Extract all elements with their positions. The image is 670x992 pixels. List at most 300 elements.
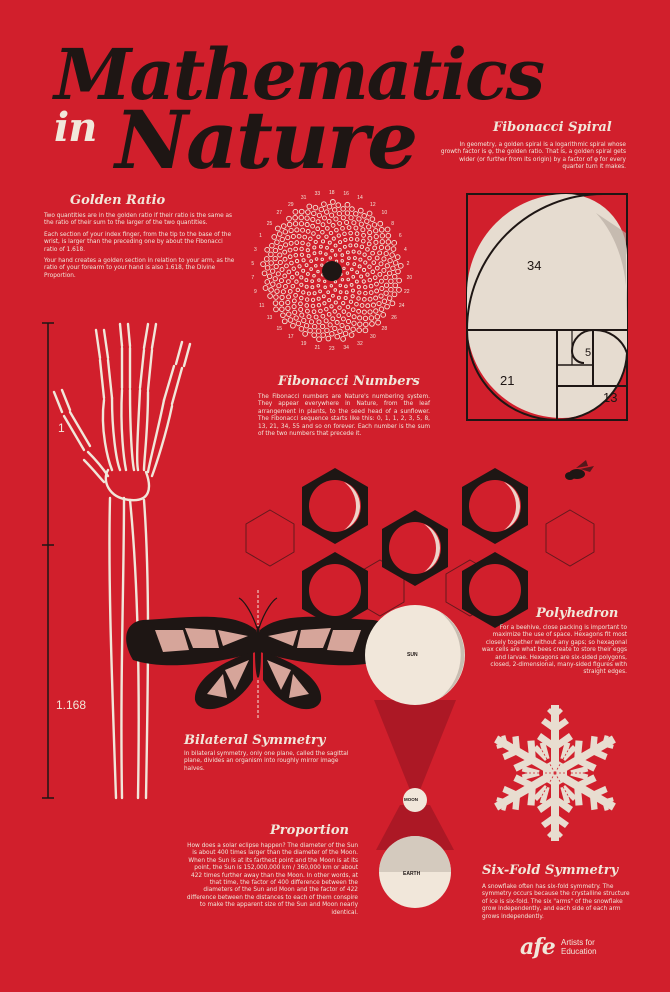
sunflower-seed [337,296,340,299]
sunflower-seed [366,273,369,276]
sunflower-seed [384,283,388,287]
sunflower-seed [332,237,335,240]
sunflower-seed [346,319,350,323]
sunflower-seed [384,291,388,295]
sunflower-seed [294,253,298,257]
sunflower-seed [331,249,334,252]
sunflower-seed [313,252,316,255]
sunflower-seed [306,273,309,276]
sunflower-seed [341,207,346,212]
sunflower-seed [355,232,359,236]
sunflower-seed [321,202,326,207]
sunflower-seed [392,292,397,297]
sunflower-seed [368,236,372,240]
sunflower-seed [330,199,335,204]
fibonacci-numbers-heading: Fibonacci Numbers [278,374,420,389]
golden-ratio-p3: Your hand creates a golden section in relation to your arm, as the ratio of your forearm to your hand is also 1.618, the Divine Proportion. [44,258,235,279]
sunflower-seed [345,285,348,288]
sunflower-seed [372,261,376,265]
sunflower-seed [380,234,385,239]
sunflower-seed [299,222,303,226]
sunflower-seed [343,331,348,336]
sunflower-seed [302,269,305,272]
sunflower-seed [390,253,395,258]
sunflower-seed [325,328,329,332]
sunflower-seed [295,272,298,275]
sunflower-seed [319,309,323,313]
sunflower-seed [384,251,388,255]
sunflower-seed [364,291,368,295]
sunflower-seed [288,289,292,293]
sunflower-seed [369,284,373,288]
sunflower-seed [314,315,318,319]
sunflower-seed [287,312,291,316]
sunflower-seed [335,334,340,339]
sunflower-seed [342,310,346,314]
sunflower-seed [325,307,328,310]
sunflower-seed [305,309,309,313]
sunflower-seed [366,304,370,308]
sunflower-seed [354,226,358,230]
sunflower-seed [322,295,325,298]
sunflower-seed [367,242,371,246]
sunflower-seed [341,216,345,220]
sunflower-seed [269,252,274,257]
sunflower-seed [280,307,285,312]
sunflower-seed [273,256,277,260]
sunflower-seed [331,223,335,227]
seed-number-label: 22 [404,289,410,296]
sunflower-seed [362,268,365,271]
sunflower-seed [287,222,292,227]
sunflower-seed [328,299,331,302]
sunflower-seed [325,253,328,256]
sunflower-seed [296,321,301,326]
sunflower-seed [339,284,342,287]
sunflower-seed [292,305,296,309]
sunflower-seed [283,274,287,278]
sunflower-seed [300,313,304,317]
sunflower-seed [276,272,280,276]
seed-number-label: 19 [300,340,307,347]
sunflower-seed [267,274,272,279]
sunflower-seed [333,326,337,330]
sunflower-seed [273,248,277,252]
spiral-label-21: 21 [500,373,515,388]
sunflower-seed [374,229,378,233]
sunflower-seed [350,283,353,286]
sunflower-seed [352,250,355,253]
bilateral-symmetry-text: In bilateral symmetry, only one plane, called the sagittal plane, divides an organism into roughly mirror image halves. [184,751,349,772]
seed-number-label: 25 [266,220,273,227]
sunflower-seed [280,268,284,272]
sunflower-seed [329,213,333,217]
sunflower-seed [334,217,338,221]
sunflower-seed [368,230,372,234]
sunflower-seed [264,257,269,262]
sunflower-seed [393,261,398,266]
sunflower-seed [362,310,366,314]
sunflower-seed [275,289,279,293]
sunflower-seed [318,279,321,282]
sunflower-seed [352,221,356,225]
sunflower-seed [326,246,329,249]
sunflower-seed [305,304,309,308]
seed-number-label: 31 [300,195,307,202]
sunflower-seed [312,211,316,215]
sunflower-seed [317,284,320,287]
sunflower-seed [307,243,310,246]
seed-number-label: 2 [406,260,410,267]
sunflower-seed [300,253,303,256]
seed-number-label: 11 [259,302,265,309]
sunflower-seed [333,310,337,314]
sunflower-seed [330,332,335,337]
sunflower-seed [291,234,295,238]
sunflower-core [322,261,342,281]
sunflower-seed [295,259,298,262]
sunflower-seed [345,211,349,215]
sunflower-seed [316,329,321,334]
seed-number-label: 32 [357,340,363,347]
sunflower-seed [351,295,354,298]
sunflower-seed [382,299,386,303]
sunflower-seed [290,275,294,279]
sunflower-seed [302,318,306,322]
sunflower-seed [286,300,290,304]
sunflower-seed [375,282,379,286]
sunflower-seed [355,238,359,242]
sunflower-seed [362,214,367,219]
sunflower-seed [317,304,320,307]
sunflower-seed [359,222,363,226]
sunflower-seed [324,210,328,214]
sunflower-seed [295,280,298,283]
sunflower-seed [370,322,375,327]
sunflower-seed [355,280,358,283]
sunflower-seed [324,319,328,323]
sunflower-seed [312,324,316,328]
sunflower-seed [324,280,326,282]
seed-number-label: 29 [287,201,294,208]
sunflower-seed [292,267,295,270]
sunflower-seed [346,262,349,265]
seed-number-label: 17 [287,334,294,341]
sunflower-seed [283,284,287,288]
sunflower-seed [363,253,366,256]
sunflower-seed [278,253,282,257]
sunflower-seed [395,255,400,260]
sunflower-seed [319,245,322,248]
sunflower-seed [339,291,342,294]
sunflower-seed [366,248,370,252]
sunflower-seed [287,280,291,284]
sunflower-seed [319,251,322,254]
sunflower-seed [343,232,347,236]
title-line2-small: in [54,104,97,151]
sunflower-seed [320,324,324,328]
sunflower-seed [281,290,285,294]
sunflower-seed [300,247,303,250]
sunflower-seed [300,276,303,279]
sunflower-seed [354,212,359,217]
sunflower-seed [287,295,291,299]
sunflower-seed [346,305,350,309]
sunflower-seed [321,264,323,266]
sunflower-seed [380,286,384,290]
sunflower-seed [369,291,373,295]
sunflower-seed [382,257,386,261]
sunflower-seed [335,228,339,232]
sunflower-seed [378,221,383,226]
sunflower-seed [371,251,375,255]
sunflower-seed [274,264,278,268]
sunflower-seed [351,327,356,332]
sunflower-seed [294,247,298,251]
sunflower-seed [291,323,296,328]
sunflower-seed [310,260,313,263]
sunflower-seed [341,254,344,257]
sunflower-seed [341,260,343,262]
sunflower-seed [275,240,280,245]
sunflower-seed [338,329,342,333]
sunflower-seed [301,241,305,245]
sunflower-seed [396,269,401,274]
sunflower-seed [273,301,278,306]
sunflower-seed [360,275,363,278]
sunflower-seed [303,331,308,336]
sunflower-seed [349,244,352,247]
seed-number-label: 6 [398,233,402,240]
proportion-heading: Proportion [270,823,349,838]
afe-org-line1: Artists for [561,938,595,947]
sunflower-seed [358,322,362,326]
sunflower-seed [367,225,371,229]
sunflower-seed [325,227,329,231]
sunflower-seed [325,235,328,238]
ratio-label-top: 1 [58,421,65,435]
sunflower-seed [326,336,331,341]
sunflower-seed [293,310,297,314]
sunflower-seed [337,314,341,318]
sunflower-seed [310,268,313,271]
sunflower-seed [340,323,344,327]
sunflower-seed [285,264,289,268]
sunflower-seed [263,286,268,291]
sunflower-seed [337,234,340,237]
sunflower-seed [306,229,310,233]
sunflower-seed [358,291,361,294]
sunflower-seed [397,287,402,292]
sunflower-seed [321,230,325,234]
sunflower-seed [271,282,275,286]
seed-number-label: 8 [391,220,395,227]
sunflower-seed [286,306,290,310]
sunflower-seed [362,280,365,283]
seed-number-label: 4 [404,246,407,253]
sunflower-seed [299,326,304,331]
sunflower-seed [351,289,354,292]
sunflower-seed [270,269,274,273]
sunflower-seed [293,209,298,214]
sunflower-seed [317,297,320,300]
sunflower-seed [364,322,369,327]
sunflower-seed [306,249,309,252]
sunflower-seed [311,304,315,308]
sunflower-seed [362,233,366,237]
sunflower-seed [352,275,355,278]
sunflower-seed [274,307,279,312]
sunflower-seed [374,234,378,238]
sunflower-seed [392,240,397,245]
sunflower-seed [349,333,354,338]
sunflower-seed [350,207,355,212]
sunflower-seed [297,234,301,238]
sunflower-seed [313,274,316,277]
seed-number-label: 24 [398,302,405,309]
golden-ratio-p1: Two quantities are in the golden ratio if their ratio is the same as the ratio of their sum to the larger of the two quantities. [44,213,233,227]
sunflower-seed [360,245,363,248]
sunflower-seed [339,241,342,244]
sunflower-seed [330,305,333,308]
sunflower-seed [344,296,347,299]
sunflower-seed [384,275,388,279]
seed-number-label: 28 [381,325,388,332]
sunflower-seed [365,219,369,223]
seed-number-label: 20 [406,275,413,282]
sunflower-seed [334,244,337,247]
sunflower-seed [349,237,352,240]
sunflower-seed [294,293,298,297]
sunflower-seed [261,262,266,267]
sunflower-seed [338,306,341,309]
sunflower-seed [294,316,298,320]
eclipse-diagram [360,600,470,910]
proportion-text: How does a solar eclipse happen? The diameter of the Sun is about 400 times larger than the diameter of the Moon. When the Sun is at its farthest point and the Moon is at its point, the Sun is 152,000,000 km / 360,000 km or about 422 times further away than the Moon. In other words, at that time, the factor of 400 difference between the diameters of the Sun and Moon and the factor of 422 difference between the distances to each of them conspire to make the apparent size of the Sun and Moon nearly identical. [186,843,358,916]
afe-org-name [561,938,597,956]
seed-number-label: 30 [370,334,376,341]
sunflower-seed [368,278,372,282]
six-fold-symmetry-heading: Six-Fold Symmetry [482,863,619,878]
sunflower-seed [343,245,346,248]
sunflower-seed [307,204,312,209]
fibonacci-spiral-diagram [466,193,628,421]
sunflower-seed [338,248,341,251]
title-line2-large: Nature [115,93,417,187]
sunflower-seed [305,298,308,301]
sunflower-seed [283,257,287,261]
sunflower-seed [361,228,365,232]
sunflower-seed [295,228,299,232]
sunflower-seed [380,240,384,244]
sunflower-seed [363,316,367,320]
sunflower-seed [375,266,379,270]
sunflower-seed [329,257,331,259]
sunflower-seed [303,235,307,239]
ratio-label-bottom: 1.168 [56,698,87,712]
sunflower-seed [352,315,356,319]
seed-number-label: 10 [381,210,388,217]
sunflower-seed [379,279,383,283]
sunflower-seed [321,333,326,338]
sunflower-seed [347,278,350,281]
sunflower-seed [287,216,292,221]
golden-ratio-p2: Each section of your index finger, from the tip to the base of the wrist, is larger than the preceding one by about the Fibonacci ratio of 1.618. [44,231,232,253]
sunflower-seed [397,278,402,283]
seed-number-label: 5 [251,260,255,267]
sunflower-seed [341,279,343,281]
sunflower-seed [316,227,320,231]
sunflower-seed [312,310,316,314]
sunflower-seed [357,217,361,221]
sunflower-seed [357,297,360,300]
sunflower-seed [387,296,392,301]
sunflower-seed [368,297,372,301]
sunflower-seed [358,265,361,268]
sunflower-seed [386,240,391,245]
sunflower-seed [391,266,395,270]
sunflower-seed [344,238,347,241]
sunflower-seed [317,337,322,342]
sunflower-seed [305,222,309,226]
sunflower-seed [274,295,279,300]
sunflower-seed [378,251,382,255]
afe-org-line2: Education [561,947,597,956]
sunflower-seed [309,320,313,324]
seed-number-label: 1 [259,233,262,240]
sunflower-seed [316,220,320,224]
sunflower-seed [262,271,267,276]
seed-number-label: 16 [343,191,349,198]
sunflower-seed [293,215,298,220]
sunflower-seed [342,301,345,304]
sunflower-seed [286,235,290,239]
sunflower-seed [368,256,372,260]
sunflower-seed [321,240,324,243]
sunflower-seed [265,280,270,285]
sunflower-seed [321,258,323,260]
seed-number-label: 12 [370,201,376,208]
sunflower-seed [317,235,320,238]
sunflower-seed [381,312,386,317]
sunflower-seed [311,286,314,289]
sunflower-seed [349,231,353,235]
sunflower-seed [387,271,391,275]
sunflower-seed [338,221,342,225]
sunflower-seed [359,258,362,261]
sunflower-seed [305,264,308,267]
sunflower-seed [298,265,301,268]
sunflower-seed [370,217,375,222]
six-fold-symmetry-text: A snowflake often has six-fold symmetry. The symmetry occurs because the crystalline structure of ice is six-fold. The six "arms" of the snowflake grow independently, and each side of each arm grows independently. [482,884,630,920]
moon-label: MOON [404,797,418,802]
sunflower-seed [374,309,378,313]
sunflower-seed [363,328,368,333]
sunflower-seed [296,288,300,292]
sunflower-seed [358,208,363,213]
sunflower-seed [335,320,339,324]
sunflower-seed [362,298,366,302]
sunflower-seed [346,251,349,254]
sunflower-seed [385,227,390,232]
sunflower-seed [299,215,304,220]
sunflower-seed [358,316,362,320]
golden-ratio-text [44,213,236,284]
sunflower-seed [295,241,299,245]
sunflower-seed [376,320,381,325]
sunflower-seed [323,302,326,305]
sunflower-seed [279,279,283,283]
